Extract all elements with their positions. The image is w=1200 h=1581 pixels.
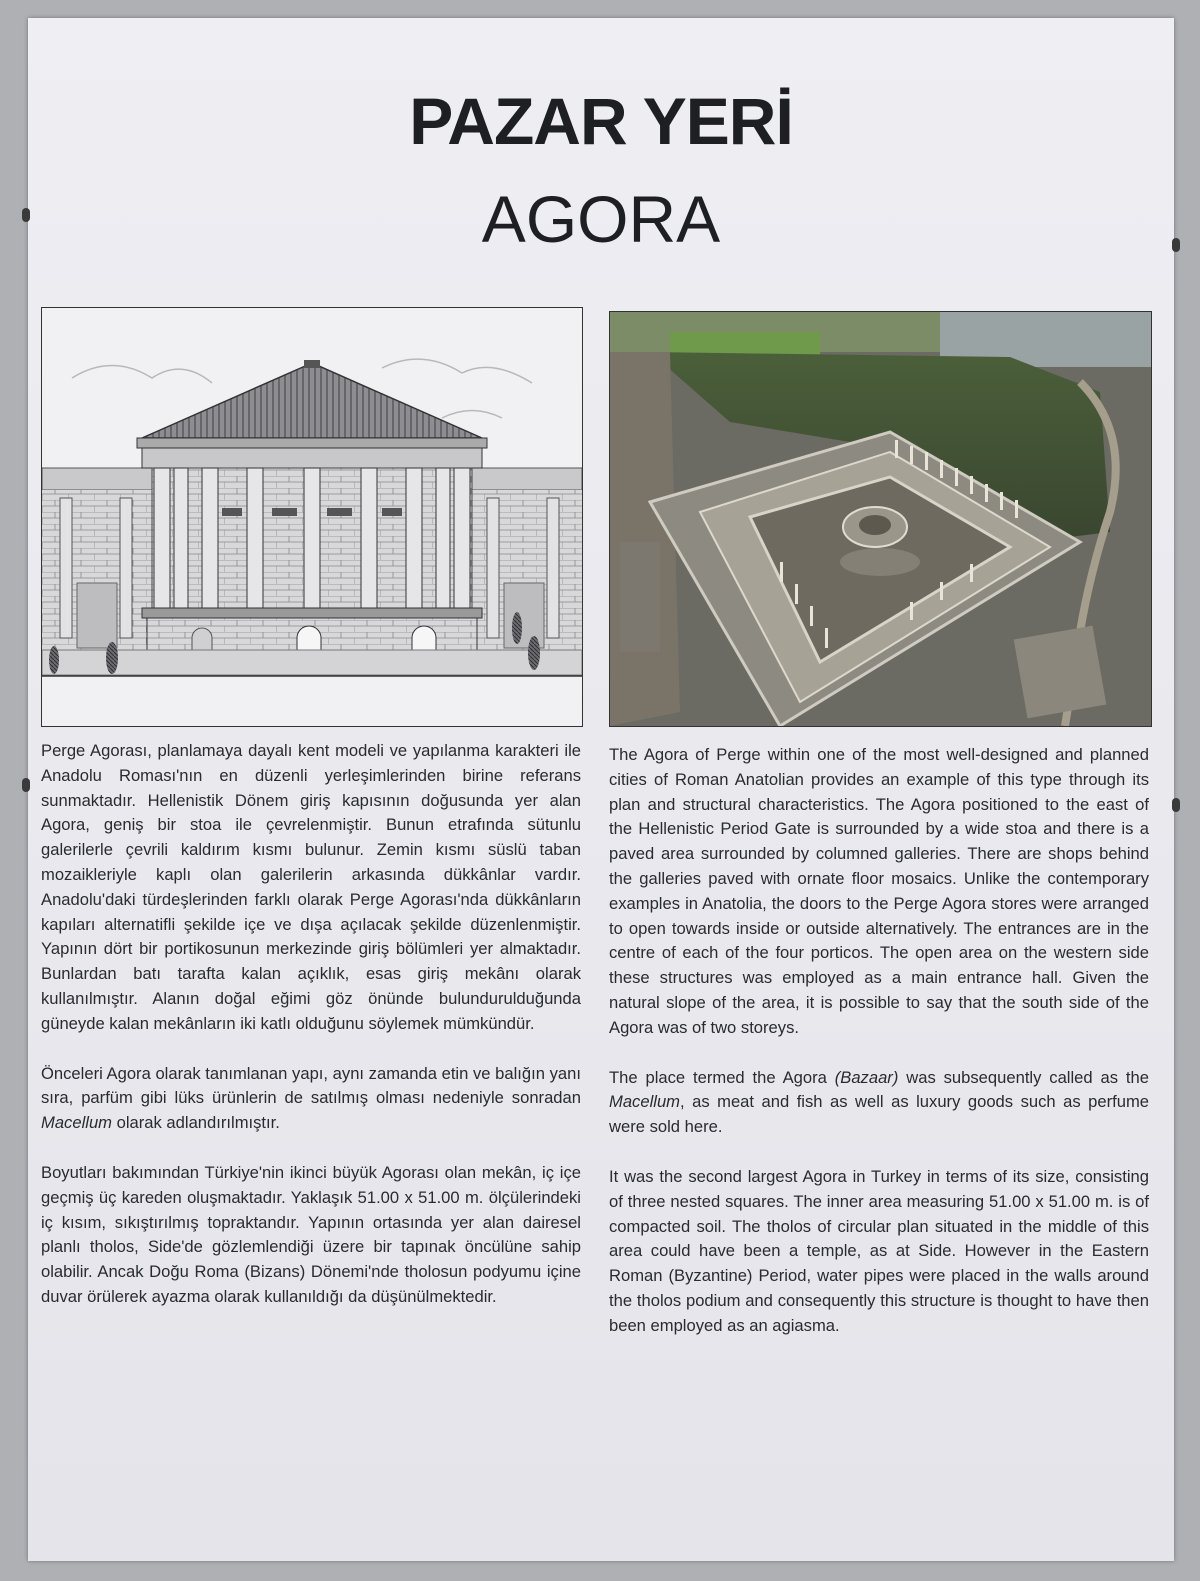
english-text xyxy=(609,743,1149,1364)
turkish-paragraph-3: Boyutları bakımından Türkiye'nin ikinci büyük Agorası olan mekân, iç içe geçmiş üç kareden oluşmaktadır. Yaklaşık 51.00 x 51.00 m. ölçülerindeki iç kısım, sıkıştırılmış topraktandır. Yapının ortasında yer alan dairesel planlı tholos, Side'de gözlemlendiği üzere bir tapınak öncülüne sahip olabilir. Ancak Doğu Roma (Bizans) Dönemi'nde tholosun podyumu içine duvar örülerek ayazma olarak kullanıldığı da düşünülmektedir. xyxy=(41,1162,581,1306)
title-english: AGORA xyxy=(481,182,721,256)
english-paragraph-1: The Agora of Perge within one of the most well-designed and planned cities of Roman Anatolian provides an example of this type through its plan and structural characteristics. The Agora positioned to the east of the Hellenistic Period Gate is surrounded by a wide stoa and there is a paved area surrounded by columned galleries. There are shops behind the galleries paved with ornate floor mosaics. Unlike the contemporary examples in Anatolia, the doors to the Perge Agora stores were arranged to open towards inside or outside alternatively. The entrances are in the centre of each of the four porticos. The open area on the western side these structures was employed as a main entrance hall. Given the natural slope of the area, it is possible to say that the south side of the Agora was of two storeys. xyxy=(609,745,1149,1037)
english-paragraph-3: It was the second largest Agora in Turkey in terms of its size, consisting of three nested squares. The inner area measuring 51.00 x 51.00 m. is of compacted soil. The tholos of circular plan situated in the middle of this area could have been a temple, as at Side. However in the Eastern Roman (Byzantine) Period, water pipes were placed in the walls around the tholos podium and consequently this structure is thought to have then been employed as an agiasma. xyxy=(609,1166,1149,1335)
screw xyxy=(1172,798,1180,812)
turkish-paragraph-2: Önceleri Agora olarak tanımlanan yapı, aynı zamanda etin ve balığın yanı sıra, parfüm gibi lüks ürünlerin de satılmış olması nedeniyle sonradan Macellum olarak adlandırılmıştır. xyxy=(41,1063,581,1133)
aerial-photo xyxy=(609,311,1152,727)
temple-drawing xyxy=(41,307,583,727)
turkish-paragraph-1: Perge Agorası, planlamaya dayalı kent modeli ve yapılanma karakteri ile Anadolu Roması'nın en düzenli yerleşimlerinden birine referans sunmaktadır. Hellenistik Dönem giriş kapısının doğusunda yer alan Agora, geniş bir stoa ile çevrelenmiştir. Bunun etrafında sütunlu galerilerle çevrili kaldırım kısmı bulunur. Zemin kısmı süslü taban mozaikleriyle kaplı olan galerilerin arkasında dükkânlar vardır. Anadolu'daki türdeşlerinden farklı olarak Perge Agorası'nda dükkânların kapıları alternatifli şekilde içe ve dışa açılacak şekilde düzenlenmiştir. Yapının dört bir portikosunun merkezinde giriş bölümleri yer almaktadır. Bunlardan batı tarafta kalan açıklık, esas giriş mekânı olarak kullanılmıştır. Alanın doğal eğimi göz önünde bulundurulduğunda güneyde kalan mekânların iki katlı olduğunu söylemek mümkündür. xyxy=(41,741,581,1033)
title-turkish: PAZAR YERİ xyxy=(409,84,793,158)
screw xyxy=(22,778,30,792)
turkish-text xyxy=(41,739,581,1335)
english-paragraph-2: The place termed the Agora (Bazaar) was subsequently called as the Macellum, as meat and fish as well as luxury goods such as perfume were sold here. xyxy=(609,1067,1149,1137)
info-sign xyxy=(28,18,1174,1561)
